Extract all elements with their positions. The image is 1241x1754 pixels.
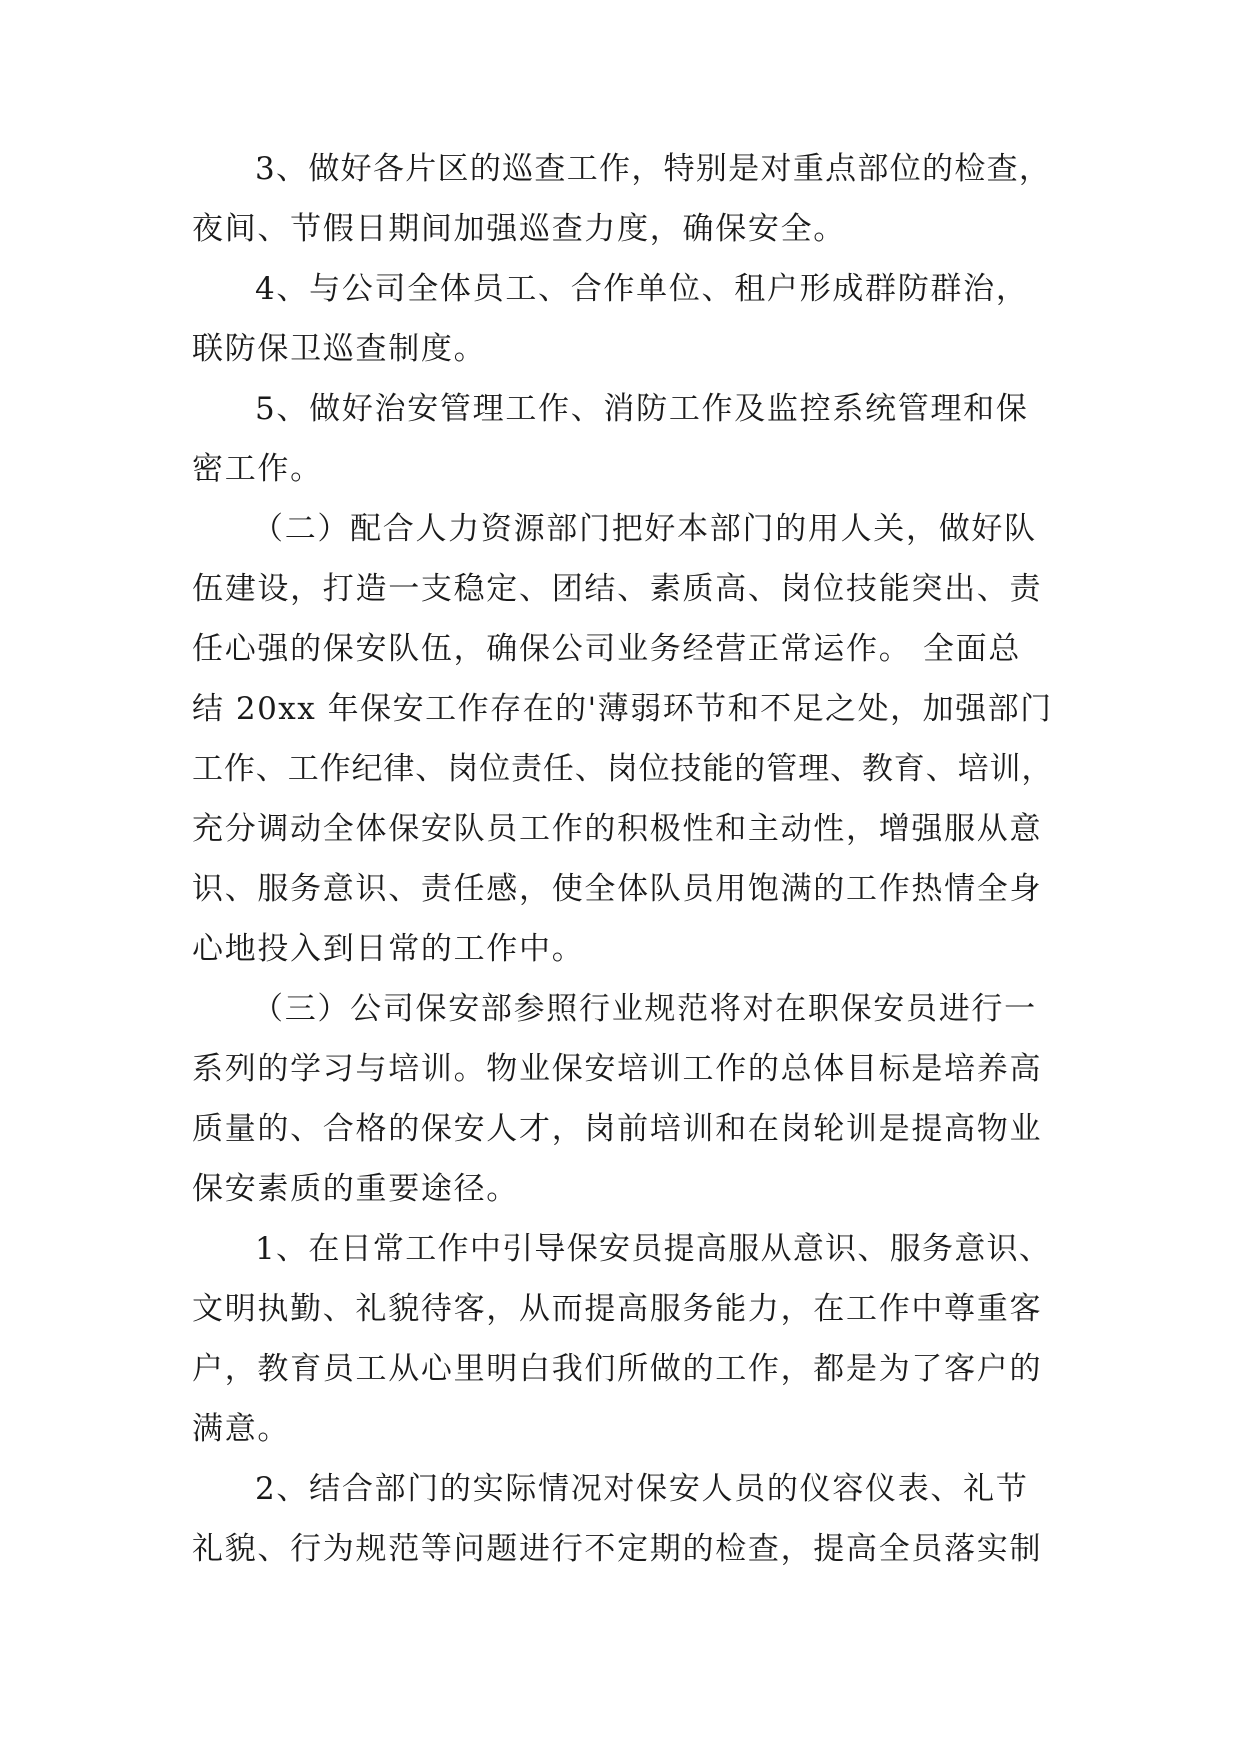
paragraph-line: 3、做好各片区的巡查工作，特别是对重点部位的检查，	[255, 151, 1052, 187]
paragraph-line: 2、结合部门的实际情况对保安人员的仪容仪表、礼节	[255, 1471, 1029, 1507]
paragraph-line: 夜间、节假日期间加强巡查力度，确保安全。	[192, 211, 846, 247]
paragraph-line: 工作、工作纪律、岗位责任、岗位技能的管理、教育、培训，	[192, 751, 1054, 787]
paragraph-line: 密工作。	[192, 451, 323, 487]
paragraph-line: 户，教育员工从心里明白我们所做的工作，都是为了客户的	[192, 1351, 1043, 1387]
paragraph-line: 识、服务意识、责任感，使全体队员用饱满的工作热情全身	[192, 871, 1043, 907]
paragraph-line: 心地投入到日常的工作中。	[192, 931, 585, 967]
paragraph-line: 5、做好治安管理工作、消防工作及监控系统管理和保	[255, 391, 1029, 427]
paragraph-line: 联防保卫巡查制度。	[192, 331, 487, 367]
paragraph-line: 充分调动全体保安队员工作的积极性和主动性，增强服从意	[192, 811, 1043, 847]
paragraph-line: （三）公司保安部参照行业规范将对在职保安员进行一	[252, 991, 1037, 1027]
paragraph-line: 结 20xx 年保安工作存在的'薄弱环节和不足之处，加强部门	[192, 691, 1053, 727]
paragraph-line: 礼貌、行为规范等问题进行不定期的检查，提高全员落实制	[192, 1531, 1043, 1567]
paragraph-line: 任心强的保安队伍，确保公司业务经营正常运作。 全面总	[192, 631, 1022, 667]
paragraph-line: 保安素质的重要途径。	[192, 1171, 519, 1207]
paragraph-line: 1、在日常工作中引导保安员提高服从意识、服务意识、	[255, 1231, 1052, 1267]
paragraph-line: 系列的学习与培训。物业保安培训工作的总体目标是培养高	[192, 1051, 1043, 1087]
paragraph-line: 质量的、合格的保安人才，岗前培训和在岗轮训是提高物业	[192, 1111, 1043, 1147]
paragraph-line: 伍建设，打造一支稳定、团结、素质高、岗位技能突出、责	[192, 571, 1043, 607]
paragraph-line: 4、与公司全体员工、合作单位、租户形成群防群治，	[255, 271, 1029, 307]
paragraph-line: 满意。	[192, 1411, 291, 1447]
paragraph-line: （二）配合人力资源部门把好本部门的用人关，做好队	[252, 511, 1037, 547]
paragraph-line: 文明执勤、礼貌待客，从而提高服务能力，在工作中尊重客	[192, 1291, 1043, 1327]
